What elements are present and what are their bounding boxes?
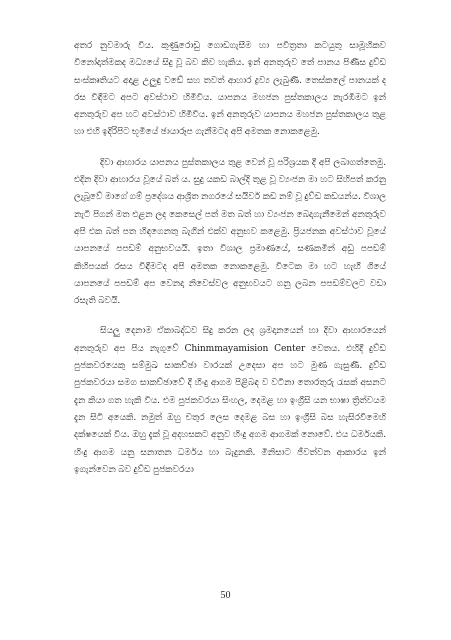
paragraph-mission-center: සියලු දෙනාම ඒකාබද්ධව සිදු කරන ලද ශ්‍රමදානයෙන් හා දිවා ආහාරයෙන් අනතුරුව අප පිය නැගුවේ Chinmmayamision Center වෙතය. එහිදී දුව්ඩ පුජකවරයෙකු සම්මුඛ සාකච්ඡා වාරයක් උදෙසා අප හට මුණ ගැසුණි. දුව්ඩ පුජකවරයා සමග සාකච්ඡාවේ දී හිංදු ආගම පිළිබඳ ව වටිනා තොරතුරු රැසක් අසනට දැන කියා ගත හැකි විය. එම පුජකවරයා සිංහල, දෙමළ හා ඉංග්‍රීසි යන භාෂා ත්‍රිත්වයම දැන සිටි අයෙකි. නමුත් ඔහු චතුර ලෙස දෙමළ බස හා ඉංග්‍රීසි බස හැසිරවීමෙහි දක්ෂයෙක් විය. ඔහු දැක් වූ අදහසකට අනුව හිංදු අගම ආගමක් නොවේ. එය ධර්මයකි. හිංදු ආගම යනු සනාතන ධර්මය හා බැදුනකි. මිනිසාට ජීවත්වන ආකාරය ඉන් ඉගැන්වෙන බව දුව්ඩ පුජකවරයා — [74, 326, 386, 475]
page-number: 50 — [220, 590, 231, 601]
paragraph-lunch: දිවා ආහාරය යාපනය පුස්තකාලය තුළ වෙන් වූ පරිශ්‍රයක දී අපි ලබාගත්තෙමු. එදින දිවා ආහාරය වූයේ බත් ය. සුදු යකඩ බාල්දි තුළ වූ ව්‍යංජන මා හට සිහිපත් කරනු ලැබූවේ මාගේ ගම් ප්‍රදේශය ආශ්‍රිත නගරයේ සයිවර් කඩ නම් වූ දුව්ඩ කඩයන්ය. විශාල නැටි පිගන් මත එළන ලද කෙසෙල් පත් මත බත් හා ව්‍යංජන බෙදාගැනීමෙන් අනතුරුව අපි එක බත් පත හිඳගෙනතු බැගින් එක්ව අනුභව කළෙමු. ප්‍රියජනක අවස්ථාව වූයේ යාපනයේ පපඩම් අනුභවයයි. ඉතා විශාල ප්‍රමාණයේ, සණකමින් අඩු පපඩම් කිහිපයක් රසය විඳීමටද අපි අමතක නොකළෙමු. විටෙක මා හට හැඟී ගියේ යාපනයේ පපඩම් අප වෙනදා නිවෙස්වල අනුභවයට ගනු ලබන පපඩම්වලට වඩා රසැති බවයි. — [74, 157, 386, 307]
paragraph-continued: අතර නුවමාරු විය. කුණුරොඩු ගොඩගැසීම හා පවිත්‍රතා කටයුතු සාමූහිකව විනෝදාත්මකද මධ්‍යයේ සිදු වූ බව කිව හැකිය. ඉන් අනතුරුව තේ පානය පිණිස දුව්ඩ සංස්කෘතියට අදාළ උලුඳු වඩේ සහ තවත් ආහාර ද්‍රව්‍ය ලැබුණි. තෙස්කලේ පානයක් ද රස විඳීමට අපට අවස්ථාව හිමිවිය. යාපනය මහජන පුස්තකාලය නැරඹීමට ඉන් අනතුරුව අප හට අවස්ථාව හිමිවිය. ඉන් අනතුරුව යාපනය මහජන පුස්තකාලය තුළ හා එහි ඉදිරිපිට භූමියේ ඡායාරූප ගැනීමටද අපි අමතක නොකළෙමු. — [74, 41, 386, 138]
document-page — [74, 38, 386, 479]
